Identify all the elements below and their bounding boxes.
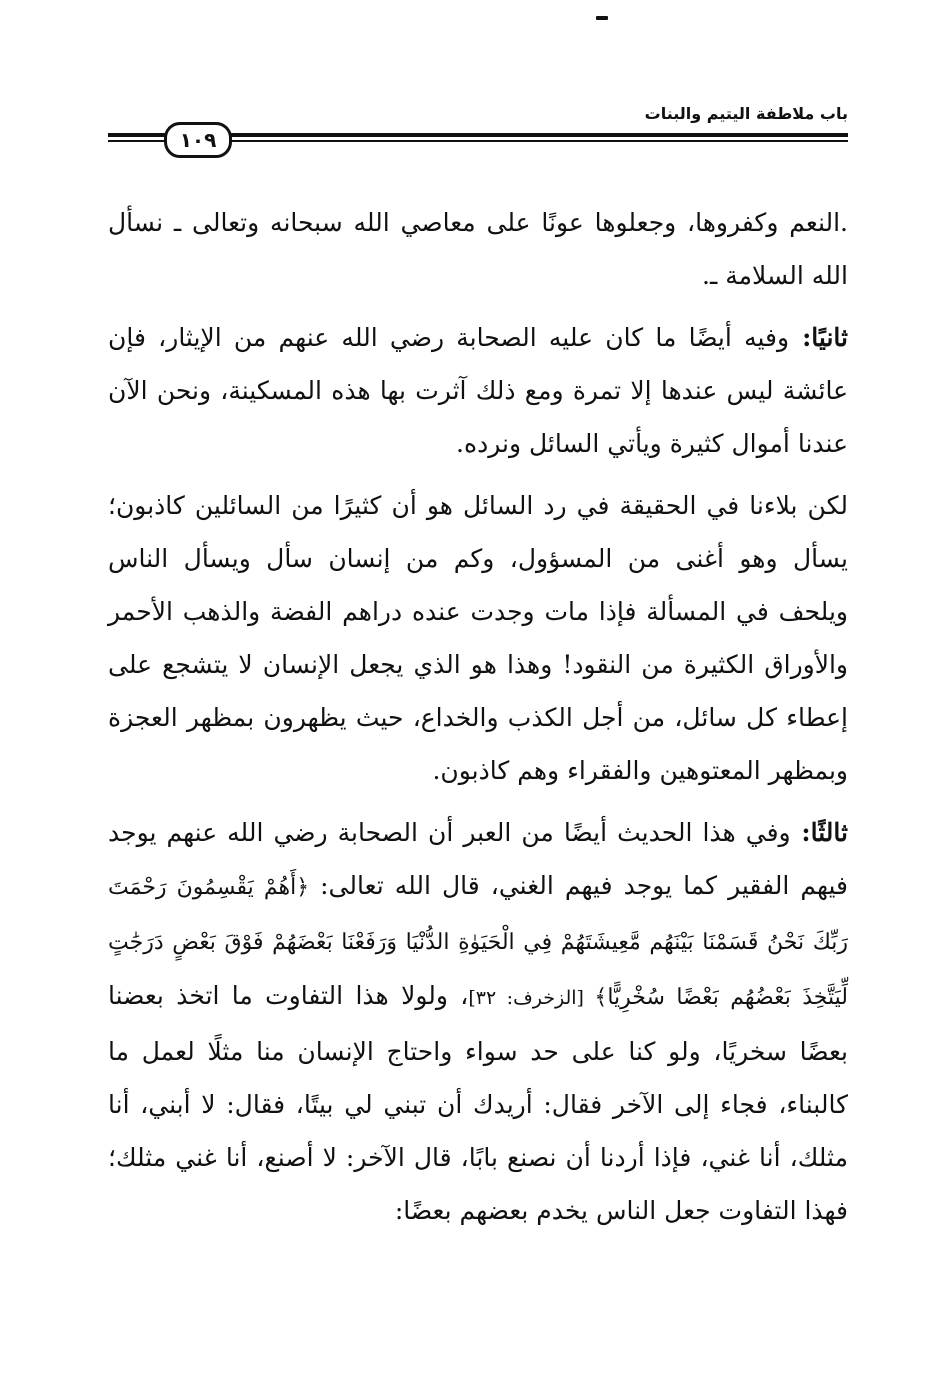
quran-quote: ﴿أَهُمْ يَقْسِمُونَ رَحْمَتَ رَبِّكَ نَحْنُ قَسَمْنَا بَيْنَهُم مَّعِيشَتَهُمْ فِي الْحَيَوٰةِ الدُّنْيَا وَرَفَعْنَا بَعْضَهُمْ فَوْقَ بَعْضٍ دَرَجَٰتٍ لِّيَتَّخِذَ بَعْضُهُم بَعْضًا سُخْرِيًّا﴾ [108, 875, 848, 1010]
paragraph-1 [108, 196, 848, 302]
paragraph-3-text: لكن بلاءنا في الحقيقة في رد السائل هو أن كثيرًا من السائلين كاذبون؛ يسأل وهو أغنى من المسؤول، وكم من إنسان سأل ويسأل الناس ويلحف في المسألة فإذا مات وجدت عنده دراهم الفضة والذهب الأحمر والأوراق الكثيرة من النقود! وهذا هو الذي يجعل الإنسان لا يتشجع على إعطاء كل سائل، من أجل الكذب والخداع، حيث يظهرون بمظهر العجزة وبمظهر المعتوهين والفقراء وهم كاذبون. [108, 491, 848, 785]
body-text [108, 196, 848, 1246]
paragraph-1-text: .النعم وكفروها، وجعلوها عونًا على معاصي الله سبحانه وتعالى ـ نسأل الله السلامة ـ. [108, 208, 848, 290]
paragraph-2-lead: ثانيًا: [789, 323, 848, 352]
header-rule-right [226, 133, 848, 142]
page-header [100, 100, 850, 160]
paragraph-4-lead: ثالثًا: [790, 818, 848, 847]
paragraph-4-text-before-quote: وفي هذا الحديث أيضًا من العبر أن الصحابة رضي الله عنهم يوجد فيهم الفقير كما يوجد فيهم الغني، قال الله تعالى: [108, 818, 848, 900]
page-number: ١٠٩ [164, 122, 232, 158]
paragraph-4 [108, 806, 848, 1237]
paragraph-3 [108, 479, 848, 797]
quran-reference: [الزخرف: ٣٢] [468, 987, 595, 1009]
paragraph-2 [108, 311, 848, 470]
chapter-title: باب ملاطفة اليتيم والبنات [644, 104, 848, 123]
paragraph-2-text: وفيه أيضًا ما كان عليه الصحابة رضي الله عنهم من الإيثار، فإن عائشة ليس عندها إلا تمرة ومع ذلك آثرت بها هذه المسكينة، ونحن الآن عندنا أموال كثيرة ويأتي السائل ونرده. [108, 323, 848, 458]
header-rule-left [108, 133, 166, 142]
paragraph-4-text-after-quote: ، ولولا هذا التفاوت ما اتخذ بعضنا بعضًا سخريًا، ولو كنا على حد سواء واحتاج الإنسان منا مثلًا لعمل ما كالبناء، فجاء إلى الآخر فقال: أريدك أن تبني لي بيتًا، فقال: لا أبني، أنا مثلك، أنا غني، فإذا أردنا أن نصنع بابًا، قال الآخر: لا أصنع، أنا غني مثلك؛ فهذا التفاوت جعل الناس يخدم بعضهم بعضًا: [108, 981, 848, 1225]
top-mark [596, 16, 608, 20]
